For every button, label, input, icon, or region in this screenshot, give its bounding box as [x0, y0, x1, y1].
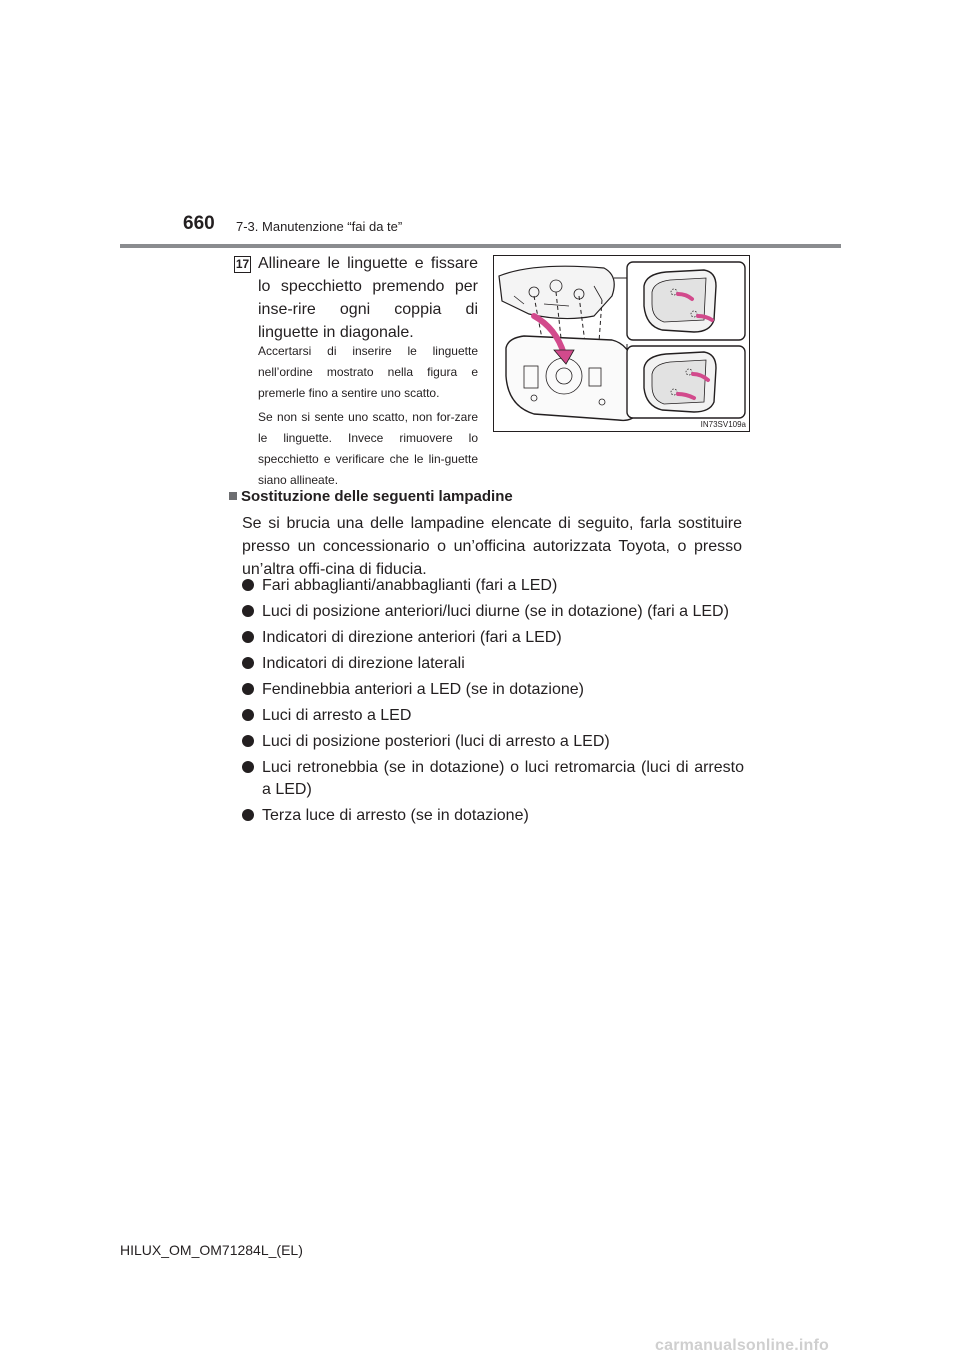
list-item: Luci di arresto a LED: [242, 705, 744, 727]
bullet-icon: [242, 735, 254, 747]
bullet-icon: [242, 631, 254, 643]
watermark: carmanualsonline.info: [655, 1337, 830, 1354]
list-item: Terza luce di arresto (se in dotazione): [242, 805, 744, 827]
mirror-installation-figure: [493, 255, 750, 432]
list-item: Luci retronebbia (se in dotazione) o luci retromarcia (luci di arresto a LED): [242, 757, 744, 801]
step-number-badge: 17: [235, 257, 250, 271]
section-paragraph: Se si brucia una delle lampadine elencate di seguito, farla sostituire presso un concessionario o un’officina autorizzata Toyota, o presso un’altra offi-cina di fiducia.: [242, 515, 742, 578]
heading-square-icon: [229, 492, 237, 500]
bullet-icon: [242, 579, 254, 591]
step-note-2: Se non si sente uno scatto, non for-zare le linguette. Invece rimuovere lo specchietto e verificare che le lin-guette siano allineate.: [258, 410, 478, 487]
step-note-1: Accertarsi di inserire le linguette nell’ordine mostrato nella figura e premerle fino a sentire uno scatto.: [258, 344, 478, 400]
document-code: HILUX_OM_OM71284L_(EL): [120, 1242, 303, 1258]
list-item: Fari abbaglianti/anabbaglianti (fari a LED): [242, 575, 744, 597]
page-number: 660: [183, 213, 215, 234]
bullet-icon: [242, 605, 254, 617]
list-item: Luci di posizione posteriori (luci di arresto a LED): [242, 731, 744, 753]
bullet-icon: [242, 657, 254, 669]
figure-code: IN73SV109a: [700, 420, 746, 429]
step-instruction: Allineare le linguette e fissare lo specchietto premendo per inse-rire ogni coppia di linguette in diagonale.: [258, 255, 478, 341]
section-heading: [229, 488, 513, 505]
bullet-icon: [242, 761, 254, 773]
bullet-icon: [242, 809, 254, 821]
list-item: Luci di posizione anteriori/luci diurne (se in dotazione) (fari a LED): [242, 601, 744, 623]
section-header: 7-3. Manutenzione “fai da te”: [236, 219, 403, 234]
bullet-icon: [242, 709, 254, 721]
list-item: Fendinebbia anteriori a LED (se in dotazione): [242, 679, 744, 701]
bullet-icon: [242, 683, 254, 695]
section-heading-text: Sostituzione delle seguenti lampadine: [241, 488, 513, 505]
bulb-list: [242, 575, 744, 827]
list-item: Indicatori di direzione laterali: [242, 653, 744, 675]
mirror-illustration: [494, 256, 749, 431]
list-item: Indicatori di direzione anteriori (fari a LED): [242, 627, 744, 649]
header-rule: [120, 244, 841, 248]
